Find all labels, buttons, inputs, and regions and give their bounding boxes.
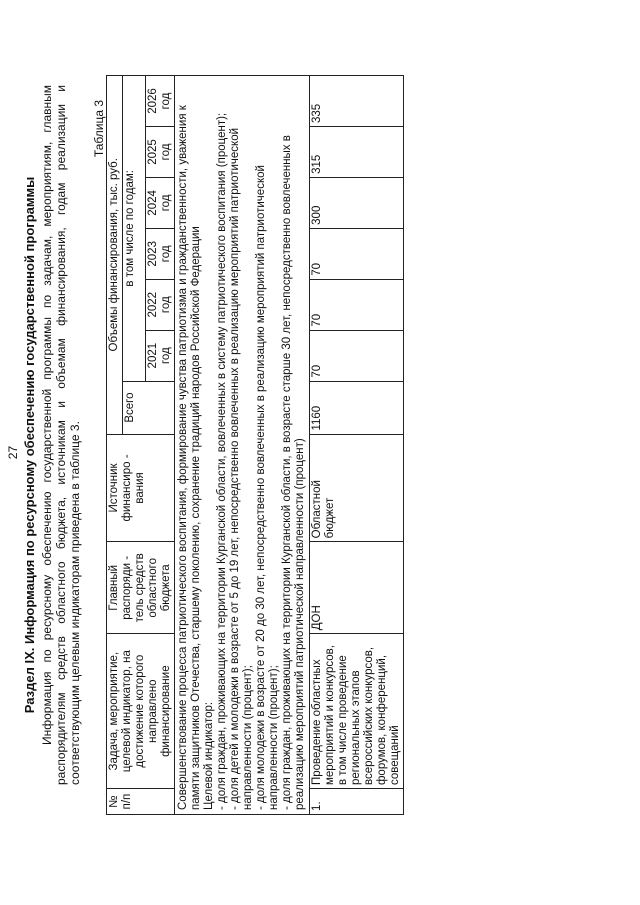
table-row bbox=[310, 76, 404, 815]
goal-indicator: - доля молодежи в возрасте от 20 до 30 лет, непосредственно вовлеченных в реализацию мероприятий патриотической направленности (процент); bbox=[255, 165, 280, 810]
header-by-years: в том числе по годам: bbox=[123, 76, 146, 382]
header-manager: Главный распоряди - тель средств областного бюджета bbox=[107, 542, 175, 634]
cell-year-value: 70 bbox=[310, 330, 404, 381]
cell-year-value: 70 bbox=[310, 279, 404, 330]
header-num: № п/п bbox=[107, 789, 175, 815]
header-year: 2022 год bbox=[146, 279, 175, 330]
cell-manager: ДОН bbox=[310, 542, 404, 634]
page-number: 27 bbox=[6, 445, 20, 460]
header-year: 2025 год bbox=[146, 127, 175, 178]
cell-year-value: 335 bbox=[310, 76, 404, 127]
financing-table bbox=[106, 75, 404, 815]
header-year: 2021 год bbox=[146, 330, 175, 381]
goal-cell bbox=[175, 76, 310, 815]
goal-indicator-label: Целевой индикатор: bbox=[203, 701, 215, 810]
cell-year-value: 300 bbox=[310, 177, 404, 228]
table-label: Таблица 3 bbox=[92, 100, 106, 158]
goal-indicator: - доля граждан, проживающих на территории Курганской области, в возрасте старше 30 лет, непосредственно вовлеченных в реализацию мероприятий патриотической направленности (процент) bbox=[281, 135, 306, 810]
header-row bbox=[107, 76, 123, 815]
goal-indicator: - доля граждан, проживающих на территории Курганской области, вовлеченных в систему патриотического воспитания (процент); bbox=[216, 112, 228, 810]
header-task: Задача, мероприятие, целевой индикатор, на достижение которого направлено финансирование bbox=[107, 634, 175, 789]
cell-task: Проведение областных мероприятий и конкурсов, в том числе проведение региональных этапов всероссийских конкурсов, форумов, конференций, совещаний bbox=[310, 634, 404, 789]
intro-paragraph: Информация по ресурсному обеспечению государственной программы по задачам, мероприятиям, главным распорядителям средств областного бюджета, источникам и объемам финансирования, годам реализации и соответствующим целевым индикаторам приведена в таблице 3. bbox=[40, 85, 82, 785]
header-year: 2024 год bbox=[146, 177, 175, 228]
cell-year-value: 70 bbox=[310, 228, 404, 279]
header-total: Всего bbox=[123, 381, 175, 434]
cell-source: Областной бюджет bbox=[310, 434, 404, 542]
goal-indicator: - доля детей и молодежи в возрасте от 5 до 19 лет, непосредственно вовлеченных в реализацию мероприятий патриотической направленности (процент); bbox=[229, 127, 254, 810]
header-volumes: Объемы финансирования, тыс. руб. bbox=[107, 76, 123, 435]
header-year: 2023 год bbox=[146, 228, 175, 279]
cell-total: 1160 bbox=[310, 381, 404, 434]
goal-row bbox=[175, 76, 310, 815]
goal-text: Совершенствование процесса патриотического воспитания, формирование чувства патриотизма и гражданственности, уважения к памяти защитников Отечества, старшему поколению, сохранение традиций народов Российской Федерации bbox=[177, 105, 202, 810]
cell-num: 1. bbox=[310, 789, 404, 815]
section-title: Раздел IX. Информация по ресурсному обеспечению государственной программы bbox=[22, 176, 37, 714]
cell-year-value: 315 bbox=[310, 127, 404, 178]
header-year: 2026 год bbox=[146, 76, 175, 127]
header-source: Источник финансиро - вания bbox=[107, 434, 175, 542]
